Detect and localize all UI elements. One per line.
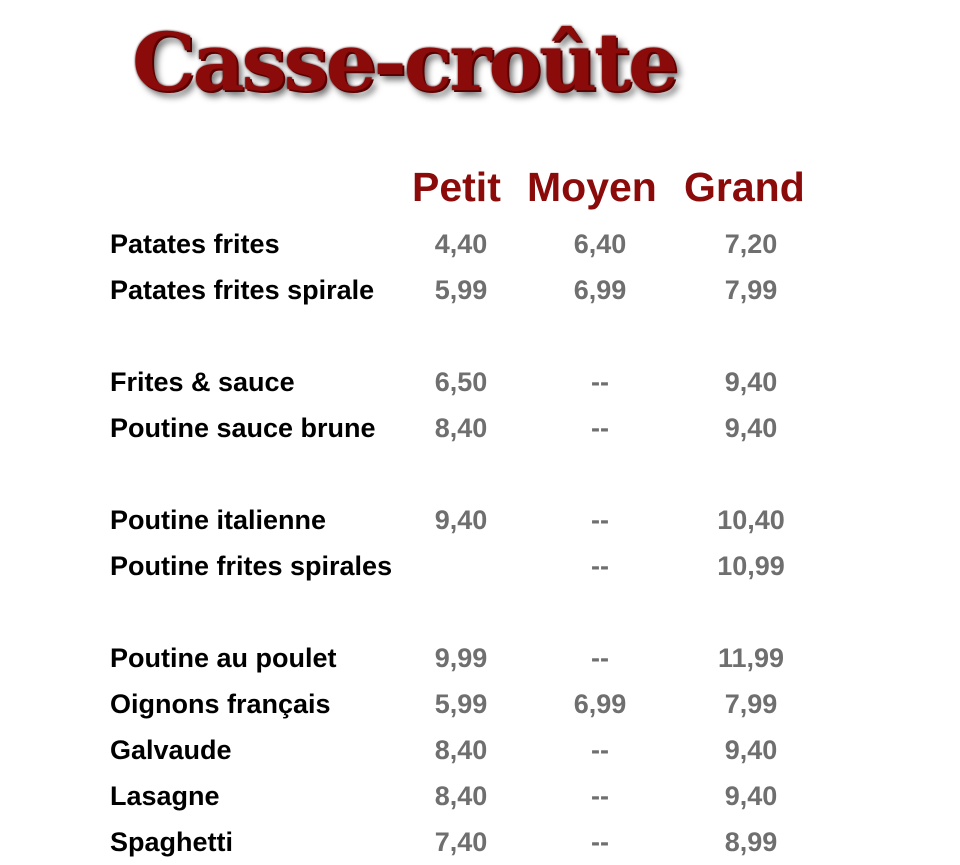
price-moyen: 6,99 (573, 275, 627, 305)
menu-row (0, 813, 960, 859)
price-moyen: -- (591, 643, 609, 673)
item-name: Frites & sauce (110, 367, 295, 397)
menu-row (0, 537, 960, 629)
menu-row (0, 399, 960, 491)
item-name: Spaghetti (110, 827, 234, 857)
price-grand: 7,99 (724, 689, 778, 719)
price-petit: 7,40 (434, 827, 488, 857)
price-petit: 8,40 (434, 781, 488, 811)
price-moyen: -- (591, 367, 609, 397)
item-name: Patates frites (110, 229, 280, 259)
price-grand: 8,99 (724, 827, 778, 857)
menu-row (0, 261, 960, 353)
price-moyen: -- (591, 781, 609, 811)
column-header-moyen: Moyen (527, 164, 657, 210)
column-header-grand: Grand (684, 164, 805, 210)
price-moyen: -- (591, 827, 609, 857)
item-name: Galvaude (110, 735, 232, 765)
item-name: Oignons français (110, 689, 331, 719)
price-petit: 5,99 (434, 275, 488, 305)
price-moyen: -- (591, 413, 609, 443)
price-grand: 7,99 (724, 275, 778, 305)
price-petit: 8,40 (434, 735, 488, 765)
item-name: Poutine italienne (110, 505, 327, 535)
price-moyen: -- (591, 505, 609, 535)
price-moyen: 6,99 (573, 689, 627, 719)
column-header-petit: Petit (412, 164, 501, 210)
price-petit: 8,40 (434, 413, 488, 443)
price-petit: 6,50 (434, 367, 488, 397)
price-petit: 9,99 (434, 643, 488, 673)
menu-row (0, 675, 960, 721)
item-name: Poutine au poulet (110, 643, 337, 673)
price-moyen: -- (591, 551, 609, 581)
item-name: Poutine frites spirales (110, 551, 393, 581)
price-grand: 9,40 (724, 413, 778, 443)
menu-title: Casse-croûte (132, 15, 676, 109)
menu-row (0, 353, 960, 399)
price-petit: 9,40 (434, 505, 488, 535)
item-name: Poutine sauce brune (110, 413, 376, 443)
item-name: Patates frites spirale (110, 275, 375, 305)
menu-row (0, 721, 960, 767)
menu-row (0, 767, 960, 813)
price-moyen: -- (591, 735, 609, 765)
price-petit: 5,99 (434, 689, 488, 719)
item-name: Lasagne (110, 781, 220, 811)
price-grand: 7,20 (724, 229, 778, 259)
price-grand: 9,40 (724, 781, 778, 811)
price-moyen: 6,40 (573, 229, 627, 259)
menu-row (0, 215, 960, 261)
menu-row (0, 491, 960, 537)
price-grand: 11,99 (717, 643, 785, 673)
price-grand: 10,99 (717, 551, 785, 581)
price-grand: 9,40 (724, 735, 778, 765)
menu-table (0, 215, 960, 859)
price-petit: 4,40 (434, 229, 488, 259)
price-grand: 10,40 (717, 505, 785, 535)
price-grand: 9,40 (724, 367, 778, 397)
menu-row (0, 629, 960, 675)
